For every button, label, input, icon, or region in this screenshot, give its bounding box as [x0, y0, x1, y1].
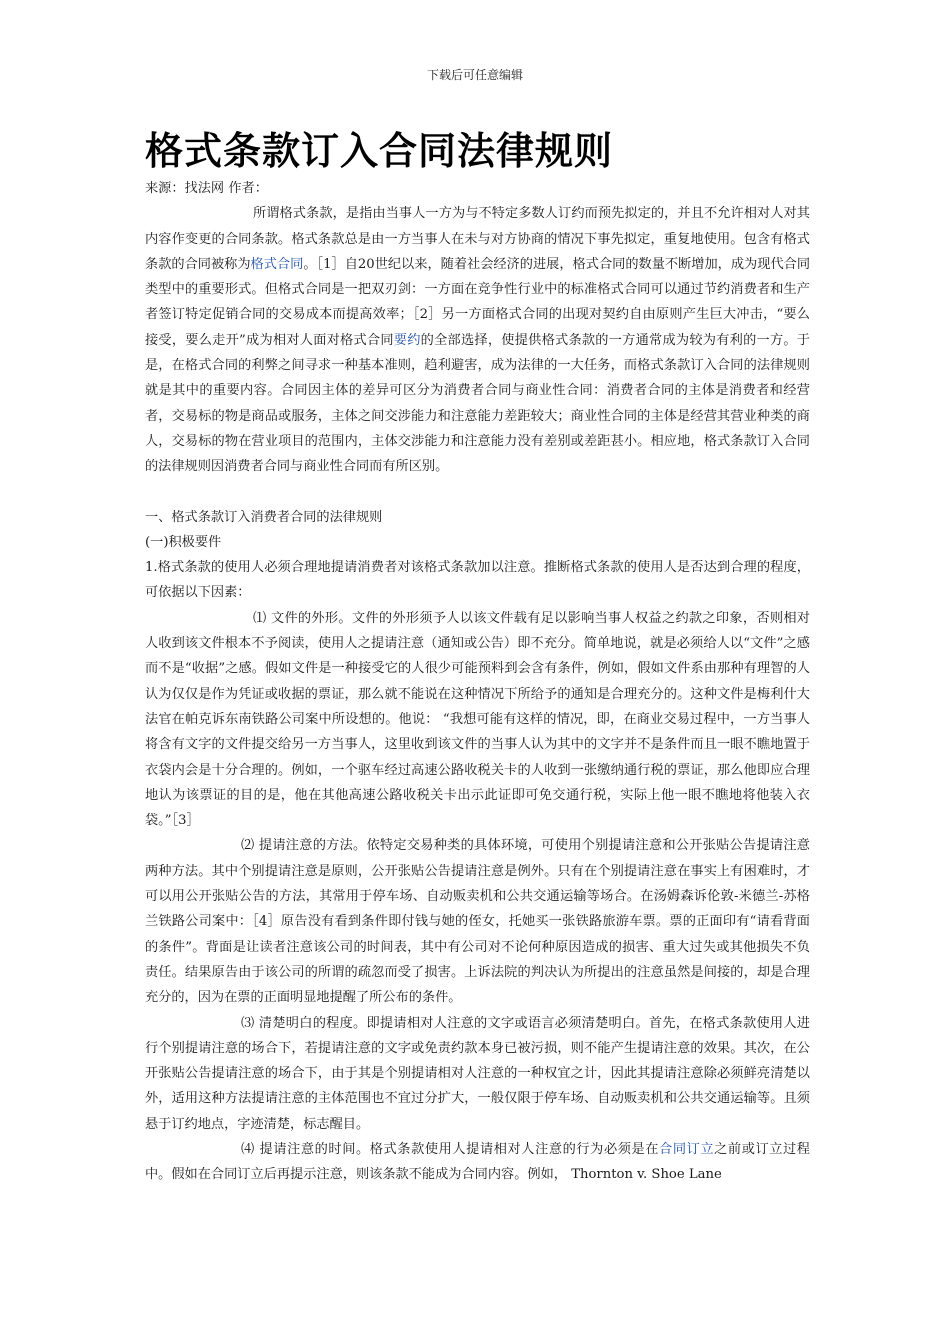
document-body: [145, 176, 810, 1188]
source-line: 来源：找法网 作者：: [145, 181, 268, 196]
point-4-text-b: 之前或订立过程中。假如在合同订立后再提示注意，则该条款不能成为合同内容。例如， Thornton v. Shoe Lane: [145, 1141, 810, 1183]
page-header-note: 下载后可任意编辑: [426, 68, 523, 82]
point-4-text-a: ⑷ 提请注意的时间。格式条款使用人提请相对人注意的行为必须是在: [241, 1141, 660, 1157]
link-offer[interactable]: 要约: [393, 332, 421, 348]
point-4-paragraph: [145, 1137, 810, 1188]
intro-text-c: 的全部选择，使提供格式条款的一方通常成为较为有利的一方。于是，在格式合同的利弊之间寻求一种基本准则，趋利避害，成为法律的一大任务，而格式条款订入合同的法律规则就是其中的重要内容。合同因主体的差异可区分为消费者合同与商业性合同：消费者合同的主体是消费者和经营者，交易标的物是商品或服务，主体之间交涉能力和注意能力差距较大；商业性合同的主体是经营其营业种类的商人，交易标的物在营业项目的范围内，主体交涉能力和注意能力没有差别或差距甚小。相应地，格式条款订入合同的法律规则因消费者合同与商业性合同而有所区别。: [145, 332, 810, 475]
intro-text-b: 。［1］自20世纪以来，随着社会经济的进展，格式合同的数量不断增加，成为现代合同类型中的重要形式。但格式合同是一把双刃剑：一方面在竞争性行业中的标准格式合同可以通过节约消费者和生产者签订特定促销合同的交易成本而提高效率；［2］另一方面格式合同的出现对契约自由原则产生巨大冲击，“要么接受，要么走开”成为相对人面对格式合同: [145, 256, 811, 348]
intro-text-a: 所谓格式条款，是指由当事人一方为与不特定多数人订约而预先拟定的，并且不允许相对人对其内容作变更的合同条款。格式条款总是由一方当事人在未与对方协商的情况下事先拟定，重复地使用。包含有格式条款的合同被称为: [145, 206, 810, 272]
item-1-paragraph: 1.格式条款的使用人必须合理地提请消费者对该格式条款加以注意。推断格式条款的使用人是否达到合理的程度，可依据以下因素：: [145, 560, 810, 601]
section-heading: 一、格式条款订入消费者合同的法律规则: [145, 509, 383, 525]
intro-paragraph: [145, 201, 810, 479]
link-contract-formation[interactable]: 合同订立: [659, 1141, 715, 1157]
document-title: 格式条款订入合同法律规则: [145, 129, 614, 173]
point-2-paragraph: ⑵ 提请注意的方法。依特定交易种类的具体环境，可使用个别提请注意和公开张贴公告提请注意两种方法。其中个别提请注意是原则，公开张贴公告提请注意是例外。只有在个别提请注意在事实上有困难时，才可以用公开张贴公告的方法，其常用于停车场、自动贩卖机和公共交通运输等场合。在汤姆森诉伦敦-米德兰-苏格兰铁路公司案中：［4］原告没有看到条件即付钱与她的侄女，托她买一张铁路旅游车票。票的正面印有“请看背面的条件”。背面是让读者注意该公司的时间表，其中有公司对不论何种原因造成的损害、重大过失或其他损失不负责任。结果原告由于该公司的所谓的疏忽而受了损害。上诉法院的判决认为所提出的注意虽然是间接的，却是合理充分的，因为在票的正面明显地提醒了所公布的条件。: [145, 838, 810, 1006]
paragraph-gap: [145, 480, 810, 505]
point-3-paragraph: ⑶ 清楚明白的程度。即提请相对人注意的文字或语言必须清楚明白。首先，在格式条款使用人进行个别提请注意的场合下，若提请注意的文字或免责约款本身已被污损，则不能产生提请注意的效果。其次，在公开张贴公告提请注意的场合下，由于其是个别提请相对人注意的一种权宜之计，因此其提请注意除必须鲜亮清楚以外，适用这种方法提请注意的主体范围也不宜过分扩大，一般仅限于停车场、自动贩卖机和公共交通运输等。且须悬于订约地点，字迹清楚，标志醒目。: [145, 1015, 810, 1132]
link-format-contract[interactable]: 格式合同: [250, 256, 304, 272]
point-1-paragraph: ⑴ 文件的外形。文件的外形须予人以该文件载有足以影响当事人权益之约款之印象，否则相对人收到该文件根本不予阅读，使用人之提请注意（通知或公告）即不充分。简单地说，就是必须给人以“文件”之感而不是“收据”之感。假如文件是一种接受它的人很少可能预料到会含有条件，例如，假如文件系由那种有理智的人认为仅仅是作为凭证或收据的票证，那么就不能说在这种情况下所给予的通知是合理充分的。这种文件是梅利什大法官在帕克诉东南铁路公司案中所设想的。他说： “我想可能有这样的情况，即，在商业交易过程中，一方当事人将含有文字的文件提交给另一方当事人，这里收到该文件的当事人认为其中的文字并不是条件而且一眼不瞧地置于衣袋内会是十分合理的。例如，一个驱车经过高速公路收税关卡的人收到一张缴纳通行税的票证，那么他即应合理地认为该票证的目的是，他在其他高速公路收税关卡出示此证即可免交通行税，实际上他一眼不瞧地将他装入衣袋。”［3］: [145, 610, 810, 829]
subsection-heading: (一)积极要件: [145, 534, 222, 550]
